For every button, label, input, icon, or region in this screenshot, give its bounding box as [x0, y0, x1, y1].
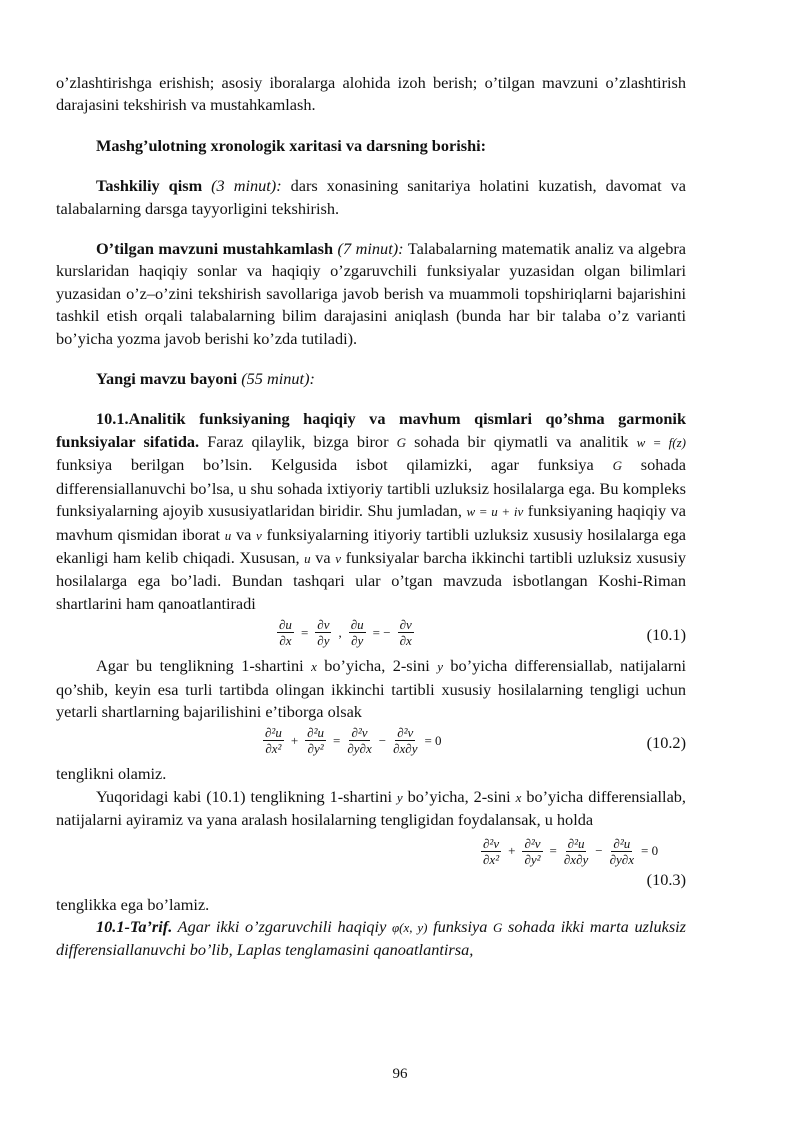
section-text-7: funksiyalarning itiyoriy tartibli uzluksiz xususiy hosilalarga ega ekanligi ham kelib chiqadi. Xususan, [56, 524, 686, 567]
equation-10-1-formula: $\frac{\partial u}{\partial x}$ = $\frac{\partial v}{\partial y}$ , $\frac{\partial u}{\partial y}$ = − $\frac{\partial v}{\partial x}$ [279, 617, 412, 649]
section-text-5: funksiyaning haqiqiy va mavhum qismidan iborat [56, 501, 686, 544]
math-G-3: G [493, 919, 503, 935]
organizational-paragraph [56, 175, 686, 220]
section-text-4: sohada differensiallanuvchi bo’lsa, u shu sohada ixtiyoriy tartibli uzluksiz hosilalarga ega. Bu kompleks funksiyalarning ajoyib xususiyatlaridan biridir. Shu jumladan, [56, 455, 686, 521]
section-text-9: funksiyalar barcha ikkinchi tartibli uzluksiz xususiy hosilalarga ega bo’ladi. Bundan tashqari ular o’tgan mavzuda isbotlangan Koshi-Riman shartlarini ham qanoatlantiradi [56, 547, 686, 613]
section-text-3: funksiya berilgan bo’lsin. Kelgusida isbot qilamizki, agar funksiya [56, 455, 613, 475]
diff-text-3: bo’yicha differensiallab, natijalarni qo’shib, keyin esa turli tartibda olingan ikkinchi tartibli xususiy hosilalarning tengligi uchun yetarli shartlarning bajarilishini e’tiborga olsak [56, 656, 687, 721]
section-text-1: Faraz qilaylik, bizga biror [199, 431, 397, 451]
math-u: u [224, 527, 232, 543]
organizational-time: (3 minut): [202, 176, 282, 196]
math-y: y [437, 659, 443, 675]
review-time: (7 minut): [333, 239, 404, 259]
page-content [56, 72, 686, 962]
similar-text-1: Yuqoridagi kabi (10.1) tenglikning 1-shartini [96, 786, 397, 806]
result-line: tenglikni olamiz. [56, 764, 167, 784]
new-topic-label: Yangi mavzu bayoni [96, 369, 238, 389]
equation-10-2-formula: $\frac{\text{∂²u}}{\text{∂x²}}$ + $\frac{\text{∂²u}}{\text{∂y²}}$ = $\frac{\text{∂²v}}{\partial y\partial x}$ − $\frac{\text{∂²v}}{\partial x\partial y}$ = 0 [265, 725, 442, 757]
review-label: O’tilgan mavzuni mustahkamlash [96, 239, 334, 259]
section-text-8: va [310, 547, 336, 567]
review-text: Talabalarning matematik analiz va algebra kurslaridan haqiqiy sonlar va haqiqiy o’zgaruvchili funksiyalar yuzasidan olgan bilimlari yuzasidan o’z–o’zini tekshirish savollariga javob berish va muammoli topshiriqlarni bajarishini tashkil etish orqali talabalarning bilim darajasini aniqlash (bunda har bir talaba o’z varianti bo’yicha yozma javob berishi ko’zda tutiladi). [56, 239, 687, 348]
section-text-6: va [231, 524, 257, 544]
diff-text-1: Agar bu tenglikning 1-shartini [96, 656, 312, 676]
math-G: G [396, 434, 407, 450]
equation-number: (10.1) [646, 625, 686, 645]
math-w-f-z: w = f(z) [636, 434, 686, 450]
section-text-2: sohada bir qiymatli va analitik [406, 431, 637, 451]
differentiation-paragraph [56, 655, 686, 723]
def-text-2: funksiya [427, 916, 494, 936]
math-u-2: u [304, 550, 311, 566]
chronology-heading: Mashg’ulotning xronologik xaritasi va darsning borishi: [96, 135, 487, 155]
def-text-1: Agar ikki o’zgaruvchili haqiqiy [172, 916, 392, 936]
similar-text-2: bo’yicha, 2-sini [402, 786, 516, 806]
result-line-2: tenglikka ega bo’lamiz. [56, 894, 210, 914]
new-topic-time: (55 minut): [237, 369, 315, 389]
organizational-label: Tashkiliy qism [96, 176, 203, 196]
similar-paragraph [56, 786, 686, 832]
math-phi: φ(x, y) [391, 919, 428, 935]
diff-text-2: bo’yicha, 2-sini [316, 656, 438, 676]
math-x: x [311, 659, 317, 675]
equation-10-1 [56, 615, 686, 655]
math-w-u-iv: w = u + iv [466, 504, 524, 520]
similar-text-3: bo’yicha differensiallab, natijalarni ayiramiz va yana aralash hosilalarning tengligidan foydalansak, u holda [56, 786, 687, 830]
math-x-2: x [515, 789, 522, 805]
math-y-2: y [396, 789, 403, 805]
intro-paragraph: o’zlashtirishga erishish; asosiy iboralarga alohida izoh berish; o’tilgan mavzuni o’zlashtirish darajasini tekshirish va mustahkamlash. [56, 73, 686, 115]
page-number: 96 [392, 1066, 408, 1082]
review-paragraph [56, 238, 686, 350]
equation-number: (10.2) [646, 733, 686, 753]
equation-10-3-formula: $\frac{\text{∂²v}}{\text{∂x²}}$ + $\frac{\text{∂²v}}{\text{∂y²}}$ = $\frac{\text{∂²u}}{\partial x\partial y}$ − $\frac{\text{∂²u}}{\partial y\partial x}$ = 0 [483, 835, 659, 867]
section-title: 10.1.Analitik funksiyaning haqiqiy va mavhum qismlari qo’shma garmonik funksiyalar sifatida. [56, 409, 686, 451]
equation-10-2 [56, 723, 686, 763]
organizational-text: dars xonasining sanitariya holatini kuzatish, davomat va talabalarning darsga tayyorligini tekshirish. [56, 176, 686, 218]
math-G-2: G [612, 458, 622, 474]
math-v: v [256, 527, 262, 543]
definition-label: 10.1-Ta’rif. [96, 916, 173, 936]
new-topic-heading [56, 368, 686, 390]
math-v-2: v [335, 550, 341, 566]
definition-paragraph [56, 916, 686, 962]
equation-number: (10.3) [646, 869, 686, 889]
equation-10-3 [56, 832, 686, 894]
def-text-3: sohada ikki marta uzluksiz differensiallanuvchi bo’lib, Laplas tenglamasini qanoatlantirsa, [56, 916, 687, 960]
section-paragraph [56, 408, 686, 615]
